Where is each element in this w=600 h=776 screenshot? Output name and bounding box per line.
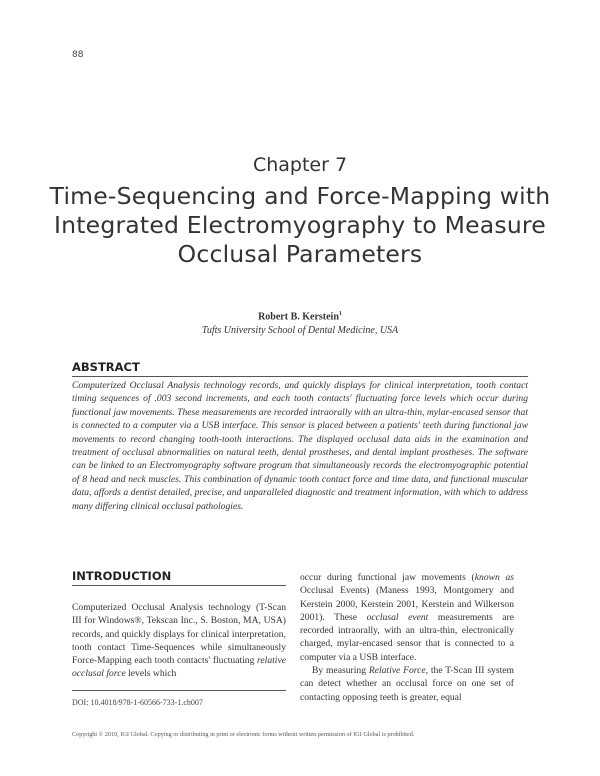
intro-p1-emphasis: relative occlusal force: [72, 655, 286, 680]
introduction-divider: [72, 585, 286, 586]
abstract-divider: [72, 376, 528, 377]
intro-right-column: [300, 571, 514, 704]
intro-p1c-emphasis: known as: [474, 572, 514, 583]
page-number: 88: [72, 50, 84, 60]
intro-paragraph-1-continued: [300, 571, 514, 664]
intro-p1c-emphasis-2: occlusal event: [366, 611, 429, 623]
chapter-label: Chapter 7: [252, 154, 348, 176]
author-name-text: Robert B. Kerstein: [258, 311, 339, 323]
copyright-notice: Copyright © 2010, IGI Global. Copying or distributing in print or electronic forms without written permission of IGI Global is prohibited.: [72, 731, 415, 738]
intro-p2-text-2: , the T-Scan III system can detect whether an occlusal force on one set of contacting opposing teeth is greater, equal: [300, 665, 514, 703]
author-name: [0, 311, 600, 322]
intro-p2-text: By measuring: [312, 665, 369, 677]
footnote-divider: [72, 690, 286, 691]
abstract-text: Computerized Occlusal Analysis technology records, and quickly displays for clinical interpretation, tooth contact timing sequences of .003 second increments, and each tooth contacts' fluctuating force levels which occur during functional jaw movements. These measurements are recorded intraorally with an ultra-thin, mylar-encased sensor that is connected to a computer via a USB interface. This sensor is placed between a patients' teeth during functional jaw movements to record changing tooth-tooth interactions. The displayed occlusal data aids in the examination and treatment of occlusal abnormalities on natural teeth, dental prostheses, and dental implant prostheses. The software can be linked to an Electromyography software program that simultaneously records the electromyographic potential of 8 head and neck muscles. This combination of dynamic tooth contact force and time data, and functional muscular data, affords a dentist detailed, precise, and unparalleled diagnostic and treatment information, with which to address many differing clinical occlusal pathologies.: [72, 380, 528, 512]
chapter-title: Time-Sequencing and Force-Mapping with Integrated Electromyography to Measure Occlusal Parameters: [49, 182, 551, 268]
intro-p1-text-end: levels which: [125, 668, 177, 680]
author-affiliation: Tufts University School of Dental Medicine, USA: [201, 325, 399, 336]
abstract-heading: ABSTRACT: [72, 360, 140, 374]
intro-p1c-text-3: measurements are recorded intraorally, with an ultra-thin, electronically charged, mylar-encased sensor that is connected to a computer via a USB interface.: [300, 611, 515, 663]
intro-p2-emphasis: Relative Force: [368, 665, 426, 677]
intro-p1-text: Computerized Occlusal Analysis technology (T-Scan III for Windows®, Tekscan Inc., S. Boston, MA, USA) records, and quickly displays for clinical interpretation, tooth contact Time-Sequences while simultaneously Force-Mapping each tooth contacts' fluctuating: [72, 602, 286, 667]
intro-paragraph-1: [72, 601, 286, 681]
introduction-heading: INTRODUCTION: [72, 569, 172, 583]
intro-p1c-text: occur during functional jaw movements (: [300, 572, 475, 583]
intro-left-column: [72, 601, 286, 681]
doi: DOI: 10.4018/978-1-60566-733-1.ch007: [72, 698, 203, 707]
intro-paragraph-2: [300, 664, 514, 704]
affiliation-marker: 1: [338, 311, 342, 317]
intro-p1c-text-2: Occlusal Events) (Maness 1993, Montgomery and Kerstein 2000, Kerstein 2001, Kerstein and Wilkerson 2001). These: [300, 585, 514, 623]
